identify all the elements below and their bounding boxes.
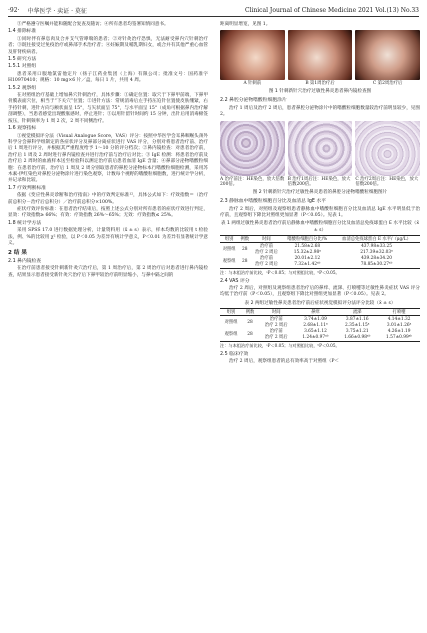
table-header-cell: 鼻痒 [295,309,337,316]
page-number: ·92· [8,6,20,14]
table-cell: 3.65±1.12 [304,329,327,335]
smear-image-b [288,121,353,176]
paragraph: 在对照组治疗基础上增加鼻穴针刺治疗，具体步骤：①确定位置：取穴于下鼻甲前端，下鼻甲骨膜表面穴位，相当于“下关穴”位置；②进针方法：常规消毒后左手持压迫针位置使皮肤绷紧，右手持针刺，进针方向与额状面呈 15°，与矢状面呈 75°，与水平面呈 15°（成角可根据鼻内治疗解剖调整），当患者感觉出现酸胀感时，停止进针；③以用针留针时间约 15 分钟，出针后用消毒棉签按压，针刺频率为 1 周 2 次，2 周不同侧治疗。 [8,93,208,124]
table-cell: 28 [242,246,248,252]
endoscopy-image-a [220,30,285,80]
paragraph: 治疗 1 周后及治疗 2 周后，患者鼻腔分泌物涂片中的嗜酸粒细胞数量较治疗前明显较少，见图 2。 [220,105,420,118]
table-cell: 4.26±1.19 [387,329,411,335]
figure-2-caption: 图 2 针刺新针穴治疗过敏性鼻炎患者的鼻腔分泌物嗜酸粒细胞图片 [252,189,388,195]
endoscopy-image-b [288,30,353,80]
paragraph: ③严格遵守医嘱并能和随配合复查及随访；④所有患者均签署知情同意书。 [17,22,169,27]
paragraph: 患者采用口服地氯雷他定片（扬子江药业集团（上海）有限公司；批准文号：国药准字 H10970410；规格：10 mg×6 片／盒，每日 1 片，共用 4 周。 [8,71,208,84]
table-row [220,243,420,250]
table-2 [220,308,420,342]
table-cell: 1.24±0.97ᵃᵇ [302,335,329,341]
figure-1-sublabels [220,81,420,87]
section-heading: 1.6 观察指标 [8,126,37,132]
section-heading: 1.4 排除标准 [8,29,37,35]
journal-name-en: Clinical Journal of Chinese Medicine 2021 Vol.(13) No.33 [244,6,419,14]
table-cell: 治疗 2 周后 [264,335,288,341]
table-cell: 217.39±32.03ᵃ [360,249,393,255]
table-note: 注：与本组治疗前比较，ᵃP＜0.05；与对照组比较，ᵇP＜0.05。 [220,270,340,276]
paragraph: 治疗 2 周后，观察组患者的总有效率高于对照组（P＜ [229,359,339,364]
section-heading: 2.1 鼻内镜检查 [8,258,42,264]
figure-2-images [220,121,420,176]
table-cell: 78.85±30.27ᵃᵇ [360,262,393,268]
section-heading: 1.7 疗效判断标准 [8,185,46,191]
table-cell: 治疗 2 周后 [255,249,278,255]
table-cell: 治疗 2 周后 [255,262,278,268]
section-heading: 2 结 果 [8,250,27,257]
table-row [220,316,420,323]
table-cell: 2.68±1.11ᵃ [303,322,328,328]
table-cell: 3.87±1.16 [345,316,369,322]
table-1 [220,235,420,269]
figure-2-sublabels [220,177,420,188]
table-cell: 439.28±34.20 [361,256,392,262]
figure-sublabel: B 第1周治疗后 [305,81,335,87]
section-heading: 1.5 研究方法 [8,57,37,63]
smear-image-a [220,121,285,176]
endoscopy-image-c [355,30,420,80]
table-cell: 437.98±33.25 [361,243,392,249]
table-cell: 15.32±2.98ᵃ [293,249,321,255]
table-cell: 治疗前 [259,256,273,262]
table-cell: 对照组 [222,246,236,252]
paragraph: 依据《变应性鼻炎诊断和治疗指南》中的疗效判定标准¹²，具体公式如下：疗效指数＝（治疗前总积分－治疗后总积分）／治疗前总积分×100%。 [8,193,208,205]
table-cell: 1.66±0.98ᵃᵇ [344,335,371,341]
table-1-caption: 表 1 两组过敏性鼻炎患者治疗前后静脉血中嗜酸粒细胞百分比及血清总免疫球蛋白 E 水平比较（x̄ ± s） [220,221,420,233]
running-header [8,4,419,17]
journal-name-cn: 中华医学 · 卖证 · 莫征 [27,7,87,15]
table-header-cell: 时间 [258,309,295,316]
figure-1-caption: 图 1 针刺新针穴治疗过敏性鼻炎患者鼻内镜检查图 [268,89,372,94]
table-cell: 28 [247,319,253,325]
table-cell: 2.35±1.15ᵃ [345,322,370,328]
figure-sublabel: C 第2周治疗后 [372,81,403,87]
table-cell: 3.74±1.09 [304,316,327,322]
paragraph: ①视觉模拟评分法（Visual Analogue Score，VAS）评分：按照中华医学会耳鼻咽喉头颈外科学分会鼻科学组制定的各症状评分及鼻部分离症状进行 VAS 评分，分别对将患者治疗前、治疗后 1 周进行评分，并根据其严重程度给予 1～10 分的评分档次；②鼻内镜检查：对患者治疗前，治疗后 1 周及 2 周时进行鼻内镜检查并进行治疗前与治疗后对比；③ IgE 检测：将患者治疗前及治疗后 2 周时的血液样本送至检验科以测定治疗前后患者血清 IgE 含量；④鼻部分泌物嗜酸粒细胞：在患者治疗前、治疗后 1 周及 2 周分别取患者的鼻腔分泌物标本行嗜酸粒细胞检测，采用苏木素-伊红染色对鼻腔分泌物涂片进行染色观察，计数每个视野的嗜酸粒细胞数，进行统计学分析，并记录和比较。 [8,133,208,184]
figure-sublabel: C 治疗2周后注：HE染色，放大倍数200倍。 [355,176,419,188]
table-cell: 7.32±1.42ᵃᵇ [294,262,321,268]
table-cell: 4.14±1.32 [387,316,411,322]
paragraph: ①同时伴有鼻息肉及合并支气管哮喘的患者；②对针灸治疗恐惧，无法耐受鼻内穴针刺治疗者；③既往接受过免疫治疗或鼻部手术治疗者；④妊娠期及哺乳期妇女，或合并有其他严重心血管及肝肾疾病者。 [8,36,208,55]
table-cell: 28 [242,259,248,265]
section-heading: 1.8 统计学方法 [8,220,42,226]
section-heading: 2.5 临床疗效 [220,351,249,357]
table-cell: 治疗前 [269,316,283,322]
table-header-cell: 流涕 [336,309,378,316]
table-cell: 21.58±2.68 [294,243,321,249]
subsection-heading: 1.5.1 对照组 [8,64,37,70]
smear-image-c [355,121,420,176]
table-header-cell: 打喷嚏 [378,309,420,316]
right-column [220,22,420,366]
table-2-caption: 表 2 两组过敏性鼻炎患者治疗前后症状视觉模拟评分法评分比较（x̄ ± s） [244,300,396,306]
table-cell: 28 [247,332,253,338]
paragraph: 采用 SPSS 17.0 进行数据处理分析，计量资料用（x̄ ± s）表示，样本均数的比较用 t 检验法，例、%的比较用 χ² 检验，以 P＜0.05 为差异有统计学意义，P＜0.01 为差异有显著统计学意义。 [8,228,208,246]
table-header-cell: 时间 [251,236,281,243]
subsection-heading: 1.5.2 观察组 [8,85,37,91]
table-cell: 3.75±1.21 [345,329,369,335]
section-heading: 2.2 鼻腔分泌物嗜酸粒细胞涂片 [220,98,287,104]
figure-1-images [220,30,420,80]
section-heading: 2.4 VAS 评分 [220,278,250,284]
table-cell: 治疗 2 周后 [264,322,288,328]
table-cell: 治疗前 [269,329,283,335]
table-cell: 观察组 [222,259,236,265]
figure-sublabel: B 治疗1周后注：HE染色，放大倍数200倍。 [287,176,351,188]
table-cell: 1.57±0.99ᵃᵇ [386,335,413,341]
left-column [8,22,208,280]
table-cell: 观察组 [224,332,238,338]
table-header-cell: 组别 [220,236,238,243]
figure-sublabel: A 治疗前注：HE染色，放大倍数200倍。 [220,176,285,188]
table-cell: 对照组 [224,319,238,325]
table-header-cell: 例数 [238,236,251,243]
paragraph: 症状疗效评价标准：在患者治疗结束后，按照上述公式分别对所有患者的症状疗效进行判定，显效：疗效指数≥ 66%；有效：疗效指数 26%～65%；无效：疗效指数≤ 25%。 [8,206,208,219]
table-header-cell: 血清总免疫球蛋白 E 水平/（μg/L） [333,236,420,243]
table-header-cell: 例数 [242,309,258,316]
table-cell: 20.01±2.12 [294,256,321,262]
table-note: 注：与本组治疗前比较，ᵃP＜0.05；与对照组比较，ᵇP＜0.05。 [220,343,340,349]
table-header-cell: 嗜酸粒细胞百分比/% [282,236,333,243]
paragraph: 治疗 2 周后，对照组及观察组患者治疗后的鼻痒、流涕、打喷嚏等过敏性鼻炎症状 VAS 评分均低于治疗前（P＜0.05），且观察组下降比对照组更加显著（P＜0.05）。见表 2。 [220,286,420,298]
section-heading: 2.3 静脉血中嗜酸粒细胞百分比及血清总 IgE 水平 [220,199,327,205]
figure-sublabel: A 针刺前 [243,81,262,87]
paragraph: 在治疗前患者接受针刺新针灸穴治疗后，第 1 周治疗后，第 2 周治疗后对患者进行鼻内镜检查，结果显示患者接受新针灸穴治疗后下鼻甲较治疗前明显缩小，与鼻中隔之间的 [8,266,208,278]
paragraph: 距离明显增宽，见图 1。 [220,22,271,27]
paragraph: 治疗 2 周后，对照组及观察组患者静脉血中嗜酸粒细胞百分比及血清总 IgE 水平明显低于治疗前，且观察组下降比对照组更加显著（P＜0.05）。见表 1。 [220,206,420,219]
table-cell: 治疗前 [259,243,273,249]
table-cell: 3.01±1.26ᵃ [386,322,412,328]
table-header-cell: 组别 [220,309,242,316]
